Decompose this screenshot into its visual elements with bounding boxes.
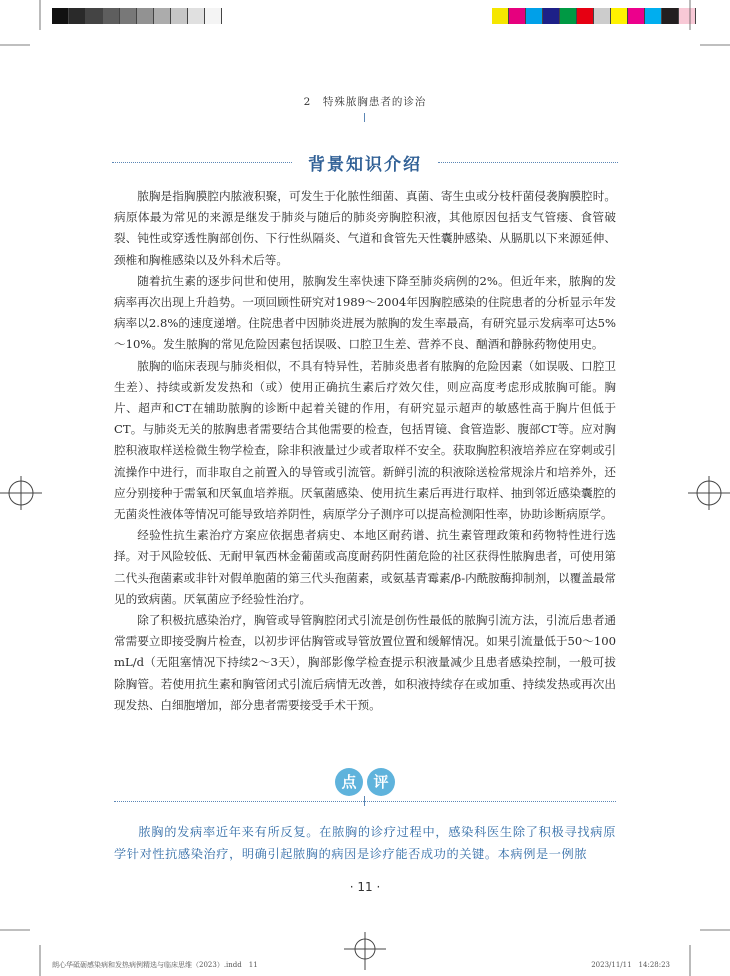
calibration-swatch: [52, 8, 69, 24]
calibration-swatch: [543, 8, 560, 24]
calibration-swatch: [560, 8, 577, 24]
paragraph: 经验性抗生素治疗方案应依据患者病史、本地区耐药谱、抗生素管理政策和药物特性进行选择。对于风险较低、无耐甲氧西林金葡菌或高度耐药阴性菌危险的社区获得性脓胸患者，可使用第二代头孢菌素或非针对假单胞菌的第三代头孢菌素，或氨基青霉素/β-内酰胺酶抑制剂，以覆盖最常见的致病菌。厌氧菌应予经验性治疗。: [114, 528, 616, 606]
calibration-swatch: [662, 8, 679, 24]
registration-mark-icon: [0, 472, 42, 514]
calibration-swatch: [628, 8, 645, 24]
header-divider: [364, 113, 365, 122]
body-text: [114, 186, 616, 716]
comment-text: 脓胸的发病率近年来有所反复。在脓胸的诊疗过程中，感染科医生除了积极寻找病原学针对性抗感染治疗，明确引起脓胸的病因是诊疗能否成功的关键。本病例是一例脓: [114, 825, 616, 861]
page-number: · 11 ·: [349, 880, 381, 894]
paragraph: 脓胸是指胸膜腔内脓液积聚，可发生于化脓性细菌、真菌、寄生虫或分枝杆菌侵袭胸膜腔时。病原体最为常见的来源是继发于肺炎与随后的肺炎旁胸腔积液，其他原因包括支气管瘘、食管破裂、钝性或穿透性胸部创伤、下行性纵隔炎、气道和食管先天性囊肿感染、从膈肌以下来源延伸、颈椎和胸椎感染以及外科术后等。: [114, 189, 616, 267]
calibration-swatch: [594, 8, 611, 24]
registration-mark-icon: [344, 928, 386, 970]
paragraph: 除了积极抗感染治疗，胸管或导管胸腔闭式引流是创伤性最低的脓胸引流方法，引流后患者通常需要立即接受胸片检查，以初步评估胸管或导管放置位置和缓解情况。如果引流量低于50～100 mL/d（无阻塞情况下持续2～3天），胸部影像学检查提示积液量减少且患者感染控制，一般可拔除胸管。若使用抗生素和胸管闭式引流后病情无改善，如积液持续存在或加重、持续发热或再次出现发热、白细胞增加，部分患者需要接受手术干预。: [114, 613, 616, 712]
calibration-swatch: [171, 8, 188, 24]
paragraph: 脓胸的临床表现与肺炎相似，不具有特异性，若肺炎患者有脓胸的危险因素（如误吸、口腔卫生差）、持续或新发发热和（或）使用正确抗生素后疗效欠佳，则应高度考虑形成脓胸可能。胸片、超声和CT在辅助脓胸的诊断中起着关键的作用，有研究显示超声的敏感性高于胸片但低于CT。与肺炎无关的脓胸患者需要结合其他需要的检查，包括胃镜、食管造影、腹部CT等。应对胸腔积液取样送检微生物学检查，除非积液量过少或者取样不安全。获取胸腔积液培养应在穿刺或引流操作中进行，而非取自之前置入的导管或引流管。新鲜引流的积液除送检常规涂片和培养外，还应分别接种于需氧和厌氧血培养瓶。厌氧菌感染、使用抗生素后再进行取样、抽到邻近感染囊腔的无菌炎性液体等情况可能导致培养阴性，病原学分子测序可以提高检测阳性率，协助诊断病原学。: [114, 358, 616, 522]
comment-badge-char: 评: [367, 768, 395, 796]
calibration-swatch: [509, 8, 526, 24]
calibration-swatch: [611, 8, 628, 24]
calibration-swatch: [188, 8, 205, 24]
calibration-swatch: [69, 8, 86, 24]
heading-rule-right: [438, 162, 618, 163]
calibration-swatch: [103, 8, 120, 24]
calibration-swatch: [154, 8, 171, 24]
section-title: 背景知识介绍: [308, 155, 422, 175]
calibration-swatch: [205, 8, 222, 24]
calibration-swatch: [120, 8, 137, 24]
comment-rule: [114, 801, 616, 802]
calibration-swatch: [137, 8, 154, 24]
comment-badge: [335, 768, 395, 796]
calibration-swatch: [645, 8, 662, 24]
paragraph: 随着抗生素的逐步问世和使用，脓胸发生率快速下降至肺炎病例的2%。但近年来，脓胸的发病率再次出现上升趋势。一项回顾性研究对1989～2004年因胸腔感染的住院患者的分析显示年发病率以2.8%的速度递增。住院患者中因肺炎进展为脓胸的发生率最高，有研究显示发病率可达5%～10%。发生脓胸的常见危险因素包括误吸、口腔卫生差、营养不良、酗酒和静脉药物使用史。: [114, 273, 616, 352]
running-header: 2 特殊脓胸患者的诊治: [303, 96, 427, 108]
comment-badge-char: 点: [335, 768, 363, 796]
grayscale-calibration-bar: [52, 8, 222, 24]
calibration-swatch: [86, 8, 103, 24]
calibration-swatch: [679, 8, 696, 24]
section-heading: [112, 150, 618, 174]
calibration-swatch: [577, 8, 594, 24]
calibration-swatch: [526, 8, 543, 24]
color-calibration-bar: [492, 8, 696, 24]
footer-filename: 朗心华砥砺感染病和发热病例精选与临床思维（2023）.indd 11: [52, 961, 258, 969]
registration-mark-icon: [688, 472, 730, 514]
footer-timestamp: 2023/11/11 14:28:23: [591, 961, 670, 969]
comment-tick: [364, 796, 365, 806]
calibration-swatch: [492, 8, 509, 24]
comment-heading: [114, 768, 616, 812]
